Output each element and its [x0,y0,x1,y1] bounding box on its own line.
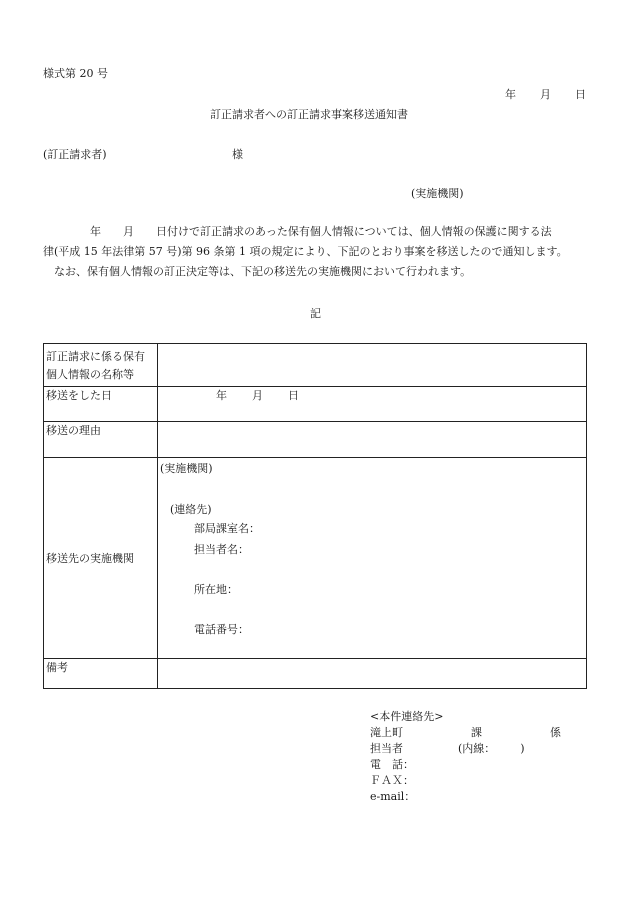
table-row [44,387,587,422]
body-line-1 [90,226,552,237]
contact-fax-label: ＦＡＸ： [370,774,414,787]
transfer-year-label: 年 [216,389,227,402]
contact-block [370,709,561,805]
contact-town: 滝上町 [370,726,403,739]
table-row [44,458,587,659]
name-of-info-label-a: 訂正請求に係る保有 [46,350,145,363]
table-row [44,659,587,689]
document-title: 訂正請求者への訂正請求事案移送通知書 [210,108,408,121]
contact-heading: (連絡先) [170,503,212,516]
transfer-date-label-cell [44,387,158,422]
contact-phone-label: 電 話： [370,758,414,771]
body-month-label: 月 [123,225,134,238]
destination-agency-value-cell[interactable] [158,458,587,659]
table-row [44,422,587,458]
remarks-label-cell [44,659,158,689]
contact-header: <本件連絡先> [370,710,444,723]
addressee-honorific: 様 [232,148,243,161]
name-of-info-label-cell [44,344,158,387]
body-text-1: 日付けで訂正請求のあった保有個人情報については、個人情報の保護に関する法 [156,225,552,238]
form-number: 様式第 20 号 [43,67,108,80]
destination-agency-label-cell [44,458,158,659]
sender-agency-label: (実施機関) [411,187,464,200]
remarks-value-cell[interactable] [158,659,587,689]
contact-unit: 係 [550,726,561,739]
contact-person-label: 担当者 [370,742,403,755]
transfer-date-value-cell[interactable] [158,387,587,422]
phone-field-label: 電話番号： [194,623,249,636]
table-row [44,344,587,387]
transfer-day-label: 日 [288,389,299,402]
date-month-label: 月 [540,88,551,101]
body-year-label: 年 [90,225,101,238]
ki-heading: 記 [310,307,321,320]
body-line-3: なお、保有個人情報の訂正決定等は、下記の移送先の実施機関において行われます。 [54,265,472,278]
name-of-info-value-cell[interactable] [158,344,587,387]
department-field-label: 部局課室名： [194,522,260,535]
destination-agency-heading: (実施機関) [160,462,213,475]
date-year-label: 年 [505,88,516,101]
address-field-label: 所在地： [194,583,238,596]
transfer-reason-label: 移送の理由 [46,424,101,437]
transfer-reason-label-cell [44,422,158,458]
contact-person-row [370,741,561,757]
addressee-label: (訂正請求者) [43,148,107,161]
remarks-label: 備考 [46,661,68,674]
transfer-reason-value-cell[interactable] [158,422,587,458]
body-line-2: 律(平成 15 年法律第 57 号)第 96 条第 1 項の規定により、下記のとおり事案を移送したので通知します。 [43,245,568,258]
contact-extension-close: ) [520,742,525,755]
date-line [505,89,586,100]
notification-table [43,343,587,689]
person-in-charge-field-label: 担当者名： [194,543,249,556]
contact-department-row [370,725,561,741]
transfer-date-label: 移送をした日 [46,389,112,402]
date-day-label: 日 [575,88,586,101]
contact-section: 課 [471,726,482,739]
name-of-info-label-b: 個人情報の名称等 [46,368,134,381]
contact-email-label: e-mail： [370,790,416,803]
destination-agency-label: 移送先の実施機関 [46,552,134,565]
contact-extension-label: (内線： [458,742,496,755]
transfer-month-label: 月 [252,389,263,402]
